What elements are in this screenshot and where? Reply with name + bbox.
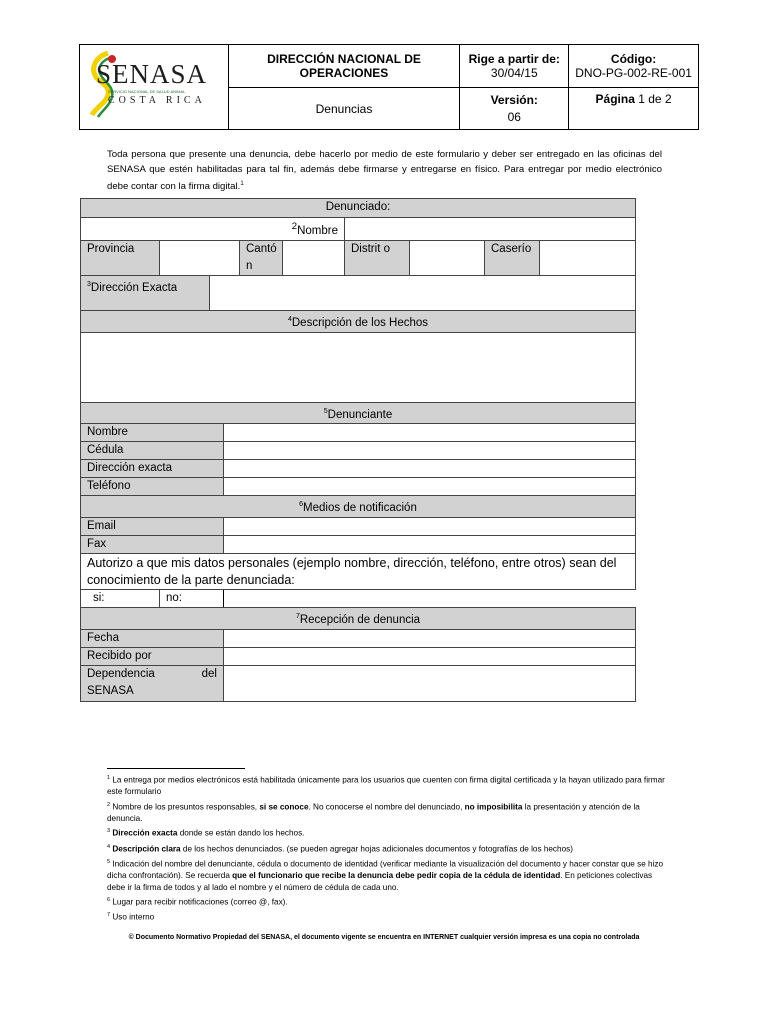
footnote-1 bbox=[107, 773, 667, 798]
denuncia-form bbox=[80, 198, 636, 702]
footnote-text: . No conocerse el nombre del denunciado, bbox=[308, 802, 465, 812]
version-label: Versión: bbox=[490, 93, 538, 107]
medios-notificacion-title: Medios de notificación bbox=[303, 502, 417, 515]
descripcion-hechos-title: Descripción de los Hechos bbox=[291, 316, 429, 329]
telefono-input[interactable] bbox=[224, 478, 636, 496]
distrito-input[interactable] bbox=[410, 240, 485, 275]
logo-cell bbox=[80, 45, 229, 130]
section-recepcion bbox=[81, 608, 636, 630]
footnote-text: Lugar para recibir notificaciones (correo @, fax). bbox=[112, 897, 288, 907]
version-value: 06 bbox=[507, 110, 521, 124]
footnote-3 bbox=[107, 826, 667, 839]
rige-cell bbox=[460, 45, 569, 88]
direccion-exacta-denunciado-input[interactable] bbox=[210, 275, 636, 310]
label-cedula: Cédula bbox=[81, 442, 224, 460]
label-dependencia: Dependencia del SENASA bbox=[81, 666, 224, 702]
footnote-ref-4: 4 bbox=[287, 315, 292, 323]
footnote-text: Dirección exacta bbox=[112, 829, 178, 839]
nombre-denunciado-input[interactable] bbox=[345, 218, 636, 241]
pagina-cell bbox=[569, 88, 699, 130]
label-provincia: Provincia bbox=[81, 240, 160, 275]
descripcion-hechos-input[interactable] bbox=[81, 332, 636, 402]
intro-text: Toda persona que presente una denuncia, debe hacerlo por medio de este formulario y deber ser entregado en las oficinas del SENASA que estén habilitadas para tal fin, además debe firmarse y entregarse en físico. Para entregar por medio electrónico debe contar con la firma digital. bbox=[107, 149, 662, 193]
nombre-denunciante-input[interactable] bbox=[224, 424, 636, 442]
footnote-text: la presentación y atención de la denuncia. bbox=[107, 802, 640, 823]
codigo-value: DNO-PG-002-RE-001 bbox=[575, 66, 692, 80]
label-fecha: Fecha bbox=[81, 630, 224, 648]
nombre-denunciado-label: Nombre bbox=[297, 224, 338, 237]
label-nombre-denunciante: Nombre bbox=[81, 424, 224, 442]
footnote-text: de los hechos denunciados. (se pueden agregar hojas adicionales documentos y fotografías de los hechos) bbox=[180, 844, 573, 854]
label-email: Email bbox=[81, 518, 224, 536]
footnote-text: Uso interno bbox=[112, 913, 155, 923]
footnote-ref-7: 7 bbox=[295, 613, 300, 621]
autorizo-text: Autorizo a que mis datos personales (ejemplo nombre, dirección, teléfono, entre otros) sean del conocimiento de la parte denunciada: bbox=[81, 554, 636, 590]
rige-value: 30/04/15 bbox=[490, 66, 538, 80]
codigo-cell bbox=[569, 45, 699, 88]
pagina-label: Página bbox=[595, 92, 635, 106]
dependencia-input[interactable] bbox=[224, 666, 636, 702]
footnote-text: Descripción clara bbox=[112, 844, 181, 854]
footnote-text: donde se están dando los hechos. bbox=[177, 829, 305, 839]
logo-subtext: SERVICIO NACIONAL DE SALUD ANIMAL bbox=[108, 89, 186, 94]
label-nombre-denunciado bbox=[81, 218, 345, 241]
label-recibido-por: Recibido por bbox=[81, 648, 224, 666]
email-input[interactable] bbox=[224, 518, 636, 536]
document-header bbox=[79, 44, 699, 130]
section-denunciante bbox=[81, 402, 636, 424]
footnote-ref-5: 5 bbox=[323, 407, 328, 415]
cedula-input[interactable] bbox=[224, 442, 636, 460]
footnote-6 bbox=[107, 895, 667, 908]
fax-input[interactable] bbox=[224, 536, 636, 554]
rige-label: Rige a partir de: bbox=[468, 52, 560, 66]
label-distrito: Distrit o bbox=[345, 240, 410, 275]
denunciante-title: Denunciante bbox=[327, 408, 393, 421]
direccion-denunciante-input[interactable] bbox=[224, 460, 636, 478]
recepcion-title: Recepción de denuncia bbox=[299, 614, 421, 627]
footnote-number: 4 bbox=[107, 843, 111, 850]
si-option[interactable] bbox=[81, 590, 160, 608]
version-cell bbox=[460, 88, 569, 130]
fecha-input[interactable] bbox=[224, 630, 636, 648]
label-direccion-exacta-denunciado bbox=[81, 275, 210, 310]
footnote-7 bbox=[107, 910, 667, 923]
footnotes bbox=[107, 773, 667, 926]
footnote-text: La entrega por medios electrónicos está habilitada únicamente para los usuarios que cuenten con firma digital certificada y la hayan utilizado para firmar este formulario bbox=[107, 775, 665, 797]
section-denunciado: Denunciado: bbox=[81, 199, 636, 218]
caserio-input[interactable] bbox=[540, 240, 636, 275]
si-label: si: bbox=[93, 592, 105, 605]
copyright-notice: © Documento Normativo Propiedad del SENASA, el documento vigente se encuentra en INTERNET cualquier versión impresa es una copia no controlada bbox=[128, 934, 640, 941]
footnote-text: . En peticiones colectivas debe ir la firma de todos y al lado el nombre y el número de cédula de cada uno. bbox=[107, 871, 653, 892]
pagina-value: 1 de 2 bbox=[638, 92, 672, 106]
intro-footnote-ref: 1 bbox=[240, 181, 244, 187]
direccion-exacta-label: Dirección Exacta bbox=[90, 281, 178, 294]
provincia-input[interactable] bbox=[160, 240, 240, 275]
footnote-ref-2: 2 bbox=[291, 221, 298, 232]
recibido-por-input[interactable] bbox=[224, 648, 636, 666]
label-fax: Fax bbox=[81, 536, 224, 554]
section-medios-notificacion bbox=[81, 496, 636, 518]
label-telefono: Teléfono bbox=[81, 478, 224, 496]
label-canton: Cantó n bbox=[240, 240, 283, 275]
footnote-ref-3: 3 bbox=[87, 280, 91, 288]
document-subtitle: Denuncias bbox=[228, 88, 460, 130]
footnote-number: 3 bbox=[107, 828, 111, 835]
label-caserio: Caserío bbox=[485, 240, 540, 275]
footnote-number: 5 bbox=[107, 858, 111, 865]
footnote-text: Indicación del nombre del denunciante, cédula o documento de identidad (verificar mediante la visualización del documento y hacer constar que se hizo dicha confrontación). Se recuerda bbox=[107, 859, 664, 881]
no-option[interactable] bbox=[160, 590, 224, 608]
no-label: no: bbox=[166, 592, 182, 605]
footnote-text: que el funcionario que recibe la denuncia debe pedir copia de la cédula de identidad bbox=[232, 871, 561, 881]
senasa-logo bbox=[80, 45, 228, 129]
footnote-separator bbox=[107, 768, 245, 769]
footnote-text: Nombre de los presuntos responsables, bbox=[112, 802, 260, 812]
footnote-2 bbox=[107, 800, 667, 825]
footnote-number: 6 bbox=[107, 897, 111, 904]
codigo-label: Código: bbox=[610, 52, 657, 66]
footnote-number: 7 bbox=[107, 912, 111, 919]
logo-wordmark: SENASA bbox=[96, 59, 208, 89]
footnote-text: no imposibilita bbox=[464, 802, 523, 812]
footnote-4 bbox=[107, 842, 667, 855]
footnote-number: 2 bbox=[107, 801, 111, 808]
footnote-number: 1 bbox=[107, 775, 111, 781]
footnote-text: si se conoce bbox=[259, 802, 309, 812]
canton-input[interactable] bbox=[283, 240, 345, 275]
label-direccion-denunciante: Dirección exacta bbox=[81, 460, 224, 478]
section-descripcion-hechos bbox=[81, 310, 636, 332]
intro-paragraph bbox=[107, 147, 662, 194]
document-title: DIRECCIÓN NACIONAL DE OPERACIONES bbox=[228, 45, 460, 88]
logo-country: COSTA RICA bbox=[108, 95, 206, 106]
footnote-5 bbox=[107, 857, 667, 893]
spacer-cell bbox=[224, 590, 636, 608]
footnote-ref-6: 6 bbox=[299, 501, 304, 509]
